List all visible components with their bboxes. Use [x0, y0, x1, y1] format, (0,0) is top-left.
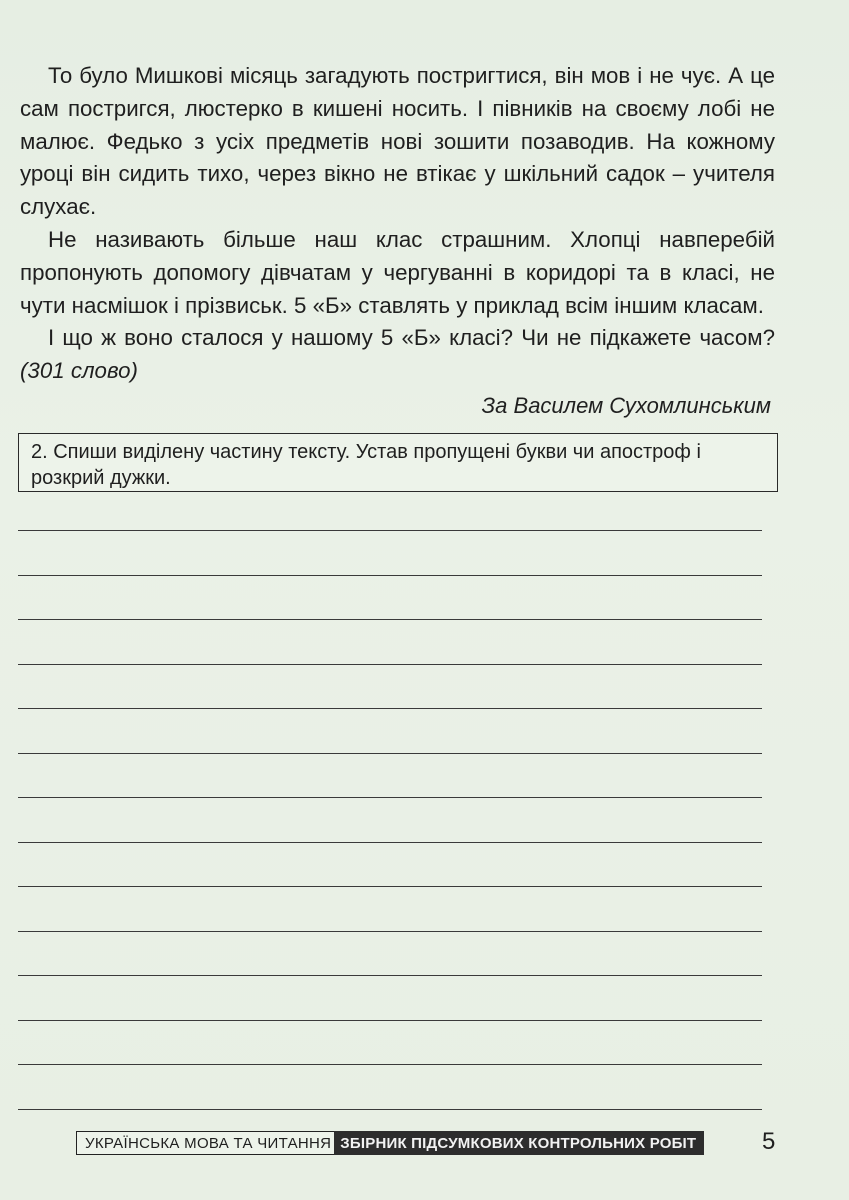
writing-line[interactable]	[18, 530, 762, 531]
task-box	[18, 433, 778, 492]
writing-line[interactable]	[18, 619, 762, 620]
writing-line[interactable]	[18, 664, 762, 665]
writing-line[interactable]	[18, 1109, 762, 1110]
story-paragraph-2: Не називають більше наш клас страшним. Хлопці навперебій пропонують допомогу дівчатам у чергуванні в коридорі та в класі, не чути насмішок і прізвиськ. 5 «Б» ставлять у приклад всім іншим класам.	[20, 226, 775, 318]
writing-line[interactable]	[18, 1020, 762, 1021]
footer-series: ЗБІРНИК ПІДСУМКОВИХ КОНТРОЛЬНИХ РОБІТ	[334, 1131, 704, 1155]
writing-line[interactable]	[18, 797, 762, 798]
footer-subject: УКРАЇНСЬКА МОВА ТА ЧИТАННЯ	[76, 1131, 338, 1155]
writing-line[interactable]	[18, 753, 762, 754]
word-count: (301 слово)	[20, 358, 138, 384]
footer	[76, 1127, 704, 1155]
writing-line[interactable]	[18, 931, 762, 932]
writing-lines	[18, 530, 762, 1153]
story-paragraph-3	[20, 322, 775, 388]
story-paragraph-1: То було Мишкові місяць загадують постригтися, він мов і не чує. А це сам постригся, люстерко в кишені носить. І півників на своєму лобі не малює. Федько з усіх предметів нові зошити позаводив. На кожному уроці він сидить тихо, через вікно не втікає у шкільний садок – учителя слухає.	[20, 63, 775, 220]
writing-line[interactable]	[18, 975, 762, 976]
writing-line[interactable]	[18, 886, 762, 887]
story-paragraph-3-text: І що ж воно сталося у нашому 5 «Б» класі? Чи не підкажете часом?	[48, 325, 775, 351]
story-text	[20, 60, 775, 388]
attribution: За Василем Сухомлинським	[481, 393, 771, 418]
writing-line[interactable]	[18, 575, 762, 576]
writing-line[interactable]	[18, 1064, 762, 1065]
page-number: 5	[762, 1128, 776, 1155]
writing-line[interactable]	[18, 708, 762, 709]
task-text: 2. Спиши виділену частину тексту. Устав пропущені букви чи апостроф і розкрий дужки.	[31, 441, 701, 489]
writing-line[interactable]	[18, 842, 762, 843]
